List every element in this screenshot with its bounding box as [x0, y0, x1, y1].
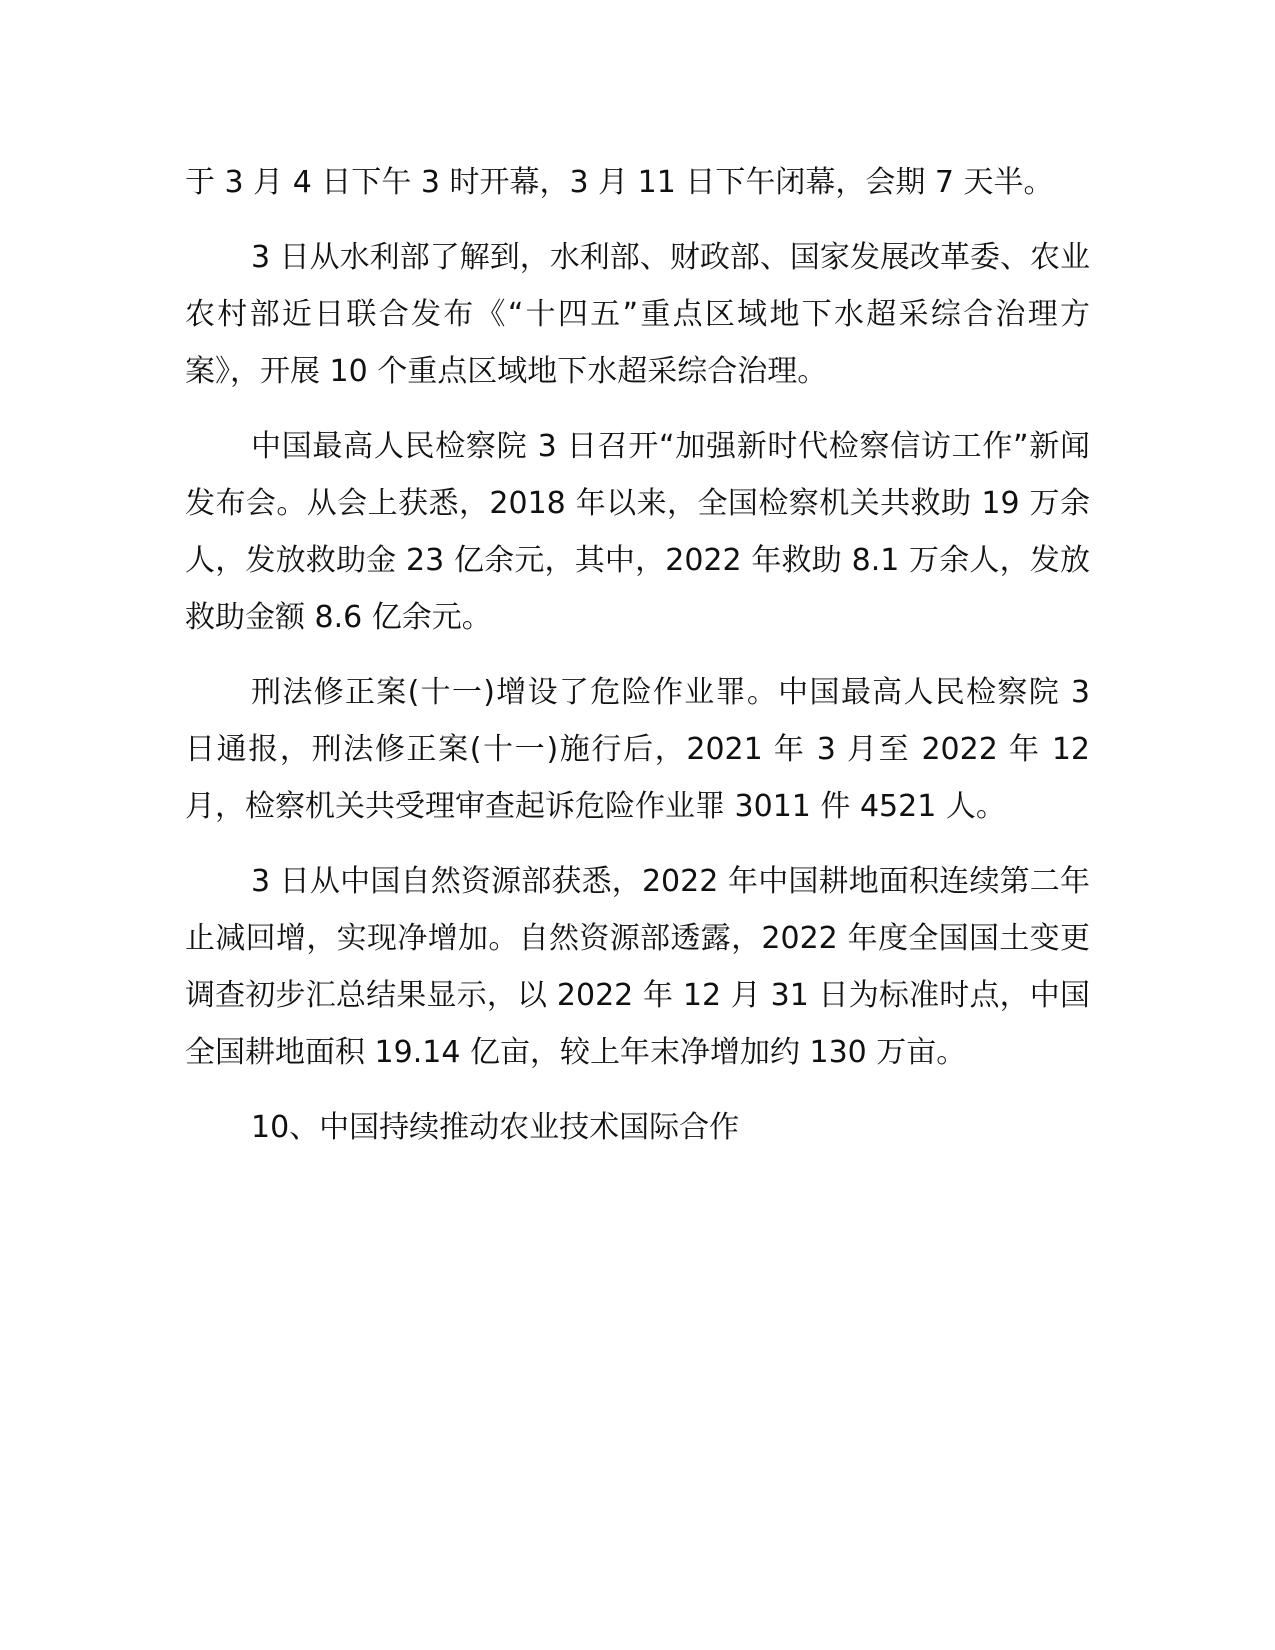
- paragraph-meeting-schedule: 于 3 月 4 日下午 3 时开幕，3 月 11 日下午闭幕，会期 7 天半。: [185, 165, 1054, 200]
- section-heading: 10、中国持续推动农业技术国际合作: [251, 1110, 740, 1145]
- paragraph-arable-land: 3 日从中国自然资源部获悉，2022 年中国耕地面积连续第二年止减回增，实现净增加。自然资源部透露，2022 年度全国国土变更调查初步汇总结果显示，以 2022 年 12 月 31 日为标准时点，中国全国耕地面积 19.14 亿亩，较上年末净增加约 130 万亩。: [185, 864, 1090, 1070]
- paragraph-dangerous-work-crime: 刑法修正案(十一)增设了危险作业罪。中国最高人民检察院 3 日通报，刑法修正案(十一)施行后，2021 年 3 月至 2022 年 12 月，检察机关共受理审查起诉危险作业罪 3011 件 4521 人。: [185, 675, 1090, 824]
- paragraph-procuratorate-relief: 中国最高人民检察院 3 日召开“加强新时代检察信访工作”新闻发布会。从会上获悉，2018 年以来，全国检察机关共救助 19 万余人，发放救助金 23 亿余元，其中，2022 年救助 8.1 万余人，发放救助金额 8.6 亿余元。: [185, 429, 1090, 635]
- paragraph-groundwater: 3 日从水利部了解到，水利部、财政部、国家发展改革委、农业农村部近日联合发布《“十四五”重点区域地下水超采综合治理方案》，开展 10 个重点区域地下水超采综合治理。: [185, 240, 1090, 389]
- document-body: [185, 154, 1090, 1156]
